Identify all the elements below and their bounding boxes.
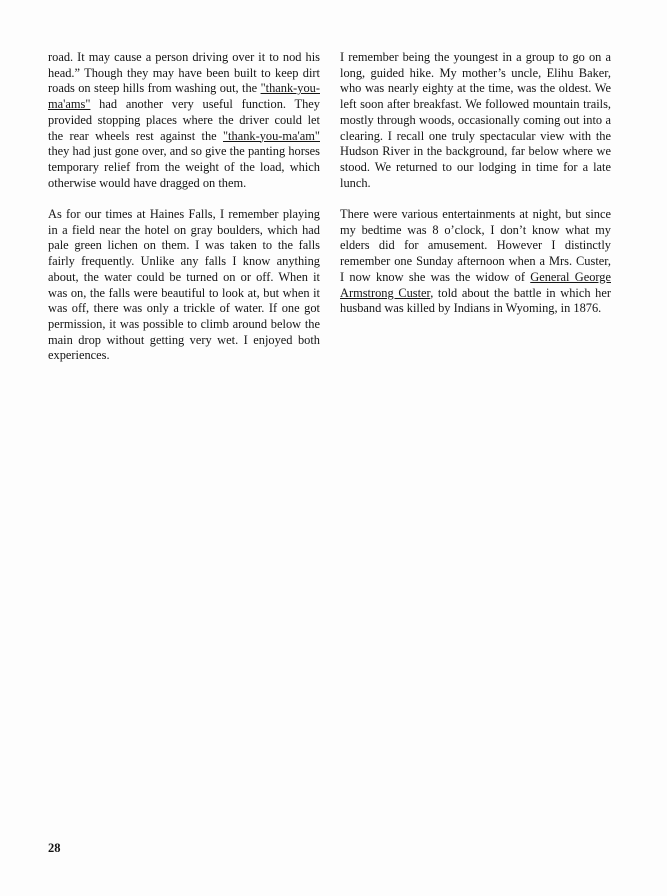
right-column <box>340 50 611 333</box>
link-general-custer[interactable]: General George Armstrong Custer <box>340 269 611 300</box>
paragraph-thank-you-maams <box>48 50 320 191</box>
link-thank-you-maam[interactable]: "thank-you-ma'am" <box>223 128 320 143</box>
page-number: 28 <box>48 841 61 855</box>
left-column <box>48 50 320 380</box>
paragraph-entertainments <box>340 207 611 317</box>
paragraph-text: road. It may cause a person driving over it to nod his head.” Though they may have been built to keep dirt roads on steep hills from washing out, the <box>48 50 320 96</box>
paragraph-text: they had just gone over, and so give the panting horses temporary relief from the weight of the load, which otherwise would have dragged on them. <box>48 144 320 190</box>
link-thank-you-maams[interactable]: "thank-you-ma'ams" <box>48 81 320 112</box>
paragraph-text: There were various entertainments at night, but since my bedtime was 8 o’clock, I don’t know what my elders did for amusement. However I distinctly remember one Sunday afternoon when a Mrs. Custer, I now know she was the widow of <box>340 207 611 284</box>
paragraph-haines-falls: As for our times at Haines Falls, I remember playing in a field near the hotel on gray boulders, which had pale green lichen on them. I was taken to the falls fairly frequently. Unlike any falls I know anything about, the water could be turned on or off. When it was on, the falls were beautiful to look at, but when it was off, there was only a trickle of water. If one got permission, it was possible to climb around below the main drop without getting very wet. I enjoyed both experiences. <box>48 207 320 363</box>
paragraph-text: had another very useful function. They provided stopping places where the driver could let the rear wheels rest against the <box>48 97 320 143</box>
paragraph-text: , told about the battle in which her husband was killed by Indians in Wyoming, in 1876. <box>340 285 611 316</box>
paragraph-guided-hike: I remember being the youngest in a group to go on a long, guided hike. My mother’s uncle, Elihu Baker, who was nearly eighty at the time, was the oldest. We left soon after breakfast. We followed mountain trails, mostly through woods, occasionally coming out into a clearing. I recall one truly spectacular view with the Hudson River in the background, far below where we stood. We returned to our lodging in time for a late lunch. <box>340 50 611 190</box>
